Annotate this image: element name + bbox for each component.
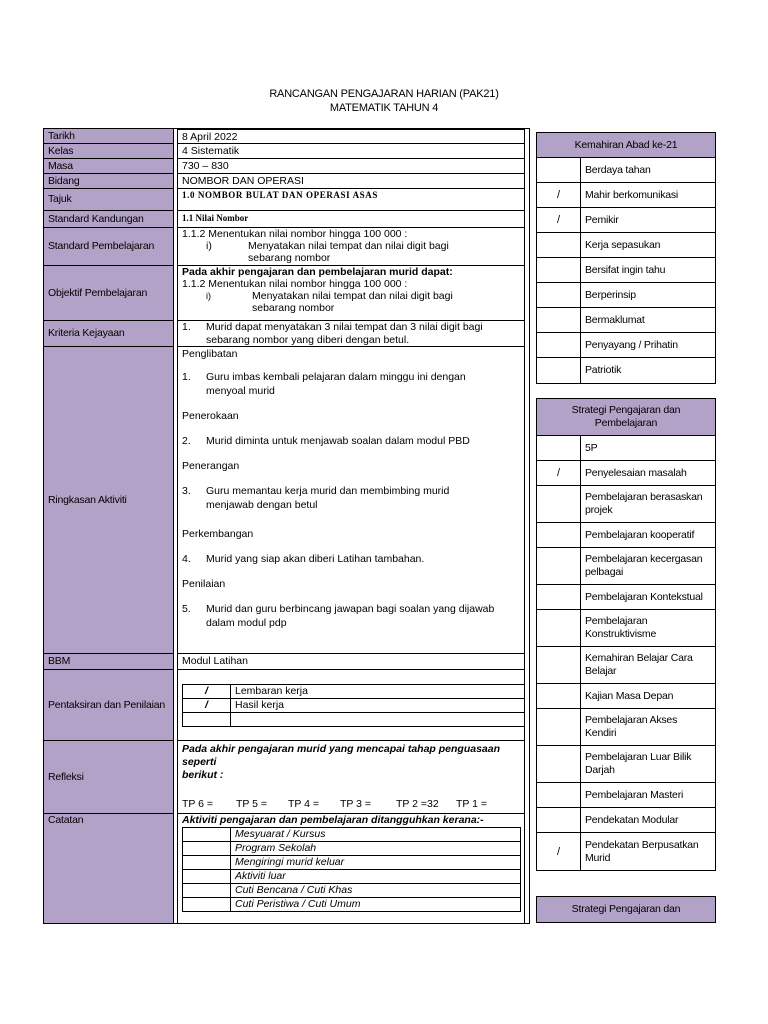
row-kelas [44, 144, 529, 159]
strategi-row [537, 436, 715, 461]
catatan-row [183, 828, 521, 842]
tp4: TP 4 = [288, 798, 320, 810]
tp5: TP 5 = [236, 798, 268, 810]
label-bbm: BBM [44, 654, 174, 670]
kemahiran-row [537, 358, 715, 383]
label-tajuk: Tajuk [44, 189, 174, 211]
op-line-1: 1.1.2 Menentukan nilai nombor hingga 100 000 : [182, 278, 408, 290]
kemahiran-row [537, 333, 715, 358]
row-masa [44, 159, 529, 174]
pentaksiran-text: Hasil kerja [231, 699, 525, 713]
strategi-label: Kemahiran Belajar Cara Belajar [585, 652, 693, 677]
strategi-tick[interactable] [537, 548, 581, 584]
catatan-item: Program Sekolah [231, 842, 521, 856]
sp-line-1: 1.1.2 Menentukan nilai nombor hingga 100 000 : [182, 228, 408, 240]
tp2: TP 2 =32 [396, 798, 439, 810]
row-refleksi [44, 741, 529, 814]
catatan-tick[interactable] [183, 828, 231, 842]
strategi-label: Pendekatan Modular [585, 813, 679, 826]
value-refleksi [177, 741, 525, 814]
catatan-item: Cuti Bencana / Cuti Khas [231, 884, 521, 898]
ra-num-4: 4. [182, 553, 191, 565]
strategi-tick[interactable] [537, 709, 581, 745]
kemahiran-row [537, 308, 715, 333]
ra-text-5b: dalam modul pdp [206, 617, 287, 629]
kemahiran-title: Kemahiran Abad ke-21 [537, 133, 715, 158]
ra-num-1: 1. [182, 371, 191, 383]
kemahiran-row [537, 158, 715, 183]
ra-text-1b: menyoal murid [206, 385, 275, 397]
ra-text-2: Murid diminta untuk menjawab soalan dalam modul PBD [206, 435, 470, 447]
row-standard-kandungan [44, 211, 529, 228]
tp6: TP 6 = [182, 798, 214, 810]
ra-num-5: 5. [182, 603, 191, 615]
strategi-tick[interactable] [537, 746, 581, 782]
catatan-row [183, 884, 521, 898]
label-catatan: Catatan [44, 814, 174, 924]
kemahiran-label: Bermaklumat [585, 313, 645, 326]
kemahiran-row [537, 208, 715, 233]
ra-text-3a: Guru memantau kerja murid dan membimbing murid [206, 485, 450, 497]
strategi-tick[interactable] [537, 486, 581, 522]
row-tarikh [44, 129, 529, 144]
document-title [0, 87, 768, 115]
value-tajuk [177, 189, 525, 211]
row-tajuk [44, 189, 529, 211]
strategi-tick[interactable] [537, 783, 581, 807]
row-ringkasan-aktiviti [44, 347, 529, 654]
refleksi-line-1: Pada akhir pengajaran murid yang mencapai tahap penguasaan seperti [182, 743, 501, 768]
kemahiran-tick[interactable]: / [537, 183, 581, 207]
strategi-row [537, 783, 715, 808]
pentaksiran-tick[interactable]: / [183, 685, 231, 699]
row-catatan [44, 814, 529, 924]
catatan-item: Mesyuarat / Kursus [231, 828, 521, 842]
strategi-row [537, 523, 715, 548]
strategi-label: Pembelajaran berasaskan projek [585, 491, 703, 516]
ra-num-3: 3. [182, 485, 191, 497]
strategi-label: Pendekatan Berpusatkan Murid [585, 838, 699, 864]
op-bold: Pada akhir pengajaran dan pembelajaran murid dapat: [182, 266, 453, 278]
catatan-row [183, 870, 521, 884]
lesson-plan-table [43, 128, 530, 924]
op-line-3: sebarang nombor [252, 302, 335, 314]
ra-text-3b: menjawab dengan betul [206, 499, 318, 511]
strategi-tick[interactable] [537, 585, 581, 609]
label-bidang: Bidang [44, 174, 174, 189]
label-ringkasan-aktiviti: Ringkasan Aktiviti [44, 347, 174, 654]
strategi-label: Pembelajaran Kontekstual [585, 590, 703, 603]
strategi-tick[interactable] [537, 647, 581, 683]
sk-text: 1.1 Nilai Nombor [182, 213, 249, 223]
kemahiran-table [536, 132, 716, 384]
ra-text-1a: Guru imbas kembali pelajaran dalam minggu ini dengan [206, 371, 466, 383]
label-standard-pembelajaran: Standard Pembelajaran [44, 228, 174, 266]
strategi-row [537, 684, 715, 709]
value-standard-pembelajaran [177, 228, 525, 266]
tp1: TP 1 = [456, 798, 488, 810]
kemahiran-tick[interactable] [537, 283, 581, 307]
strategi-row [537, 610, 715, 647]
row-pentaksiran [44, 670, 529, 741]
tp3: TP 3 = [340, 798, 372, 810]
kemahiran-label: Pemikir [585, 213, 619, 226]
pentaksiran-text [231, 713, 525, 727]
pentaksiran-table [182, 684, 525, 727]
value-standard-kandungan [177, 211, 525, 228]
value-ringkasan-aktiviti [177, 347, 525, 654]
refleksi-line-2: berikut : [182, 769, 224, 781]
catatan-table [182, 827, 521, 912]
pentaksiran-row [183, 685, 525, 699]
strategi-tick[interactable] [537, 684, 581, 708]
strategi-label: Penyelesaian masalah [585, 466, 687, 479]
strategi-table-2 [536, 896, 716, 923]
strategi-row [537, 746, 715, 783]
sp-roman: i) [206, 240, 212, 252]
ra-heading-5: Penilaian [182, 578, 226, 590]
strategi-row [537, 461, 715, 486]
kemahiran-tick[interactable] [537, 333, 581, 357]
pentaksiran-tick[interactable] [183, 713, 231, 727]
catatan-row [183, 842, 521, 856]
strategi-row [537, 585, 715, 610]
catatan-item: Mengiringi murid keluar [231, 856, 521, 870]
label-kelas: Kelas [44, 144, 174, 159]
value-bbm: Modul Latihan [177, 654, 525, 670]
strategi-tick[interactable]: / [537, 461, 581, 485]
row-standard-pembelajaran [44, 228, 529, 266]
label-refleksi: Refleksi [44, 741, 174, 814]
title-line-1: RANCANGAN PENGAJARAN HARIAN (PAK21) [269, 88, 499, 100]
strategi-title: Strategi Pengajaran dan Pembelajaran [537, 399, 715, 436]
kemahiran-tick[interactable] [537, 233, 581, 257]
tajuk-text: 1.0 NOMBOR BULAT DAN OPERASI ASAS [182, 190, 378, 200]
kk-num: 1. [182, 321, 191, 333]
strategi-row [537, 833, 715, 870]
row-kriteria [44, 321, 529, 347]
kemahiran-tick[interactable]: / [537, 208, 581, 232]
catatan-item: Aktiviti luar [231, 870, 521, 884]
kemahiran-label: Berperinsip [585, 288, 636, 301]
kemahiran-row [537, 283, 715, 308]
strategi-label: Pembelajaran Masteri [585, 788, 684, 801]
value-pentaksiran [177, 670, 525, 741]
value-masa: 730 – 830 [177, 159, 525, 174]
kemahiran-tick[interactable] [537, 308, 581, 332]
strategi-tick[interactable] [537, 808, 581, 832]
pentaksiran-row [183, 699, 525, 713]
catatan-tick[interactable] [183, 898, 231, 912]
ra-text-5a: Murid dan guru berbincang jawapan bagi soalan yang dijawab [206, 603, 495, 615]
kk-line-2: sebarang nombor yang diberi dengan betul. [206, 334, 410, 346]
ra-heading-1: Penglibatan [182, 348, 238, 360]
label-standard-kandungan: Standard Kandungan [44, 211, 174, 228]
catatan-row [183, 898, 521, 912]
kk-line-1: Murid dapat menyatakan 3 nilai tempat dan 3 nilai digit bagi [206, 321, 483, 333]
value-kelas: 4 Sistematik [177, 144, 525, 159]
label-objektif: Objektif Pembelajaran [44, 266, 174, 321]
strategi-row [537, 486, 715, 523]
strategi-table [536, 398, 716, 871]
catatan-head: Aktiviti pengajaran dan pembelajaran ditangguhkan kerana:- [182, 814, 484, 826]
label-tarikh: Tarikh [44, 129, 174, 144]
title-line-2: MATEMATIK TAHUN 4 [329, 102, 439, 114]
strategi-label: 5P [585, 441, 598, 454]
value-objektif [177, 266, 525, 321]
catatan-tick[interactable] [183, 842, 231, 856]
value-kriteria [177, 321, 525, 347]
strategi-label: Kajian Masa Depan [585, 689, 674, 702]
kemahiran-label: Kerja sepasukan [585, 238, 661, 251]
kemahiran-row [537, 258, 715, 283]
ra-heading-3: Penerangan [182, 460, 240, 472]
strategi-label: Pembelajaran Akses Kendiri [585, 714, 678, 739]
ra-text-4: Murid yang siap akan diberi Latihan tambahan. [206, 553, 425, 565]
catatan-row [183, 856, 521, 870]
kemahiran-label: Patriotik [585, 364, 622, 376]
row-objektif [44, 266, 529, 321]
strategi-row [537, 709, 715, 746]
value-catatan [177, 814, 525, 924]
sp-line-3: sebarang nombor [248, 252, 331, 264]
strategi-tick[interactable] [537, 610, 581, 646]
strategi-tick[interactable] [537, 523, 581, 547]
strategi-tick[interactable]: / [537, 833, 581, 870]
op-roman: i) [206, 291, 211, 301]
label-masa: Masa [44, 159, 174, 174]
ra-num-2: 2. [182, 435, 191, 447]
label-pentaksiran: Pentaksiran dan Penilaian [44, 670, 174, 741]
value-bidang: NOMBOR DAN OPERASI [177, 174, 525, 189]
strategi-label: Pembelajaran Luar Bilik Darjah [585, 751, 692, 776]
kemahiran-label: Penyayang / Prihatin [585, 338, 678, 351]
kemahiran-label: Bersifat ingin tahu [585, 263, 666, 276]
strategi-label: Pembelajaran kooperatif [585, 528, 695, 541]
kemahiran-row [537, 233, 715, 258]
strategi-row [537, 647, 715, 684]
sp-line-2: Menyatakan nilai tempat dan nilai digit bagi [248, 240, 449, 252]
kemahiran-tick[interactable] [537, 258, 581, 282]
kemahiran-row [537, 183, 715, 208]
row-bidang [44, 174, 529, 189]
kemahiran-tick[interactable] [537, 358, 581, 383]
strategi-label: Pembelajaran Konstruktivisme [585, 615, 657, 640]
catatan-item: Cuti Peristiwa / Cuti Umum [231, 898, 521, 912]
strategi-label: Pembelajaran kecergasan pelbagai [585, 553, 703, 578]
kemahiran-tick[interactable] [537, 158, 581, 182]
catatan-tick[interactable] [183, 884, 231, 898]
op-line-2: Menyatakan nilai tempat dan nilai digit bagi [252, 290, 453, 302]
ra-heading-4: Perkembangan [182, 528, 254, 540]
kemahiran-label: Berdaya tahan [585, 163, 651, 176]
strategi-row [537, 808, 715, 833]
catatan-tick[interactable] [183, 856, 231, 870]
pentaksiran-row [183, 713, 525, 727]
kemahiran-label: Mahir berkomunikasi [585, 188, 679, 201]
ra-heading-2: Penerokaan [182, 410, 239, 422]
strategi-2-title: Strategi Pengajaran dan [537, 897, 715, 922]
row-bbm [44, 654, 529, 670]
pentaksiran-text: Lembaran kerja [231, 685, 525, 699]
catatan-tick[interactable] [183, 870, 231, 884]
value-tarikh: 8 April 2022 [177, 129, 525, 144]
strategi-row [537, 548, 715, 585]
pentaksiran-tick[interactable]: / [183, 699, 231, 713]
strategi-tick[interactable] [537, 436, 581, 460]
label-kriteria: Kriteria Kejayaan [44, 321, 174, 347]
